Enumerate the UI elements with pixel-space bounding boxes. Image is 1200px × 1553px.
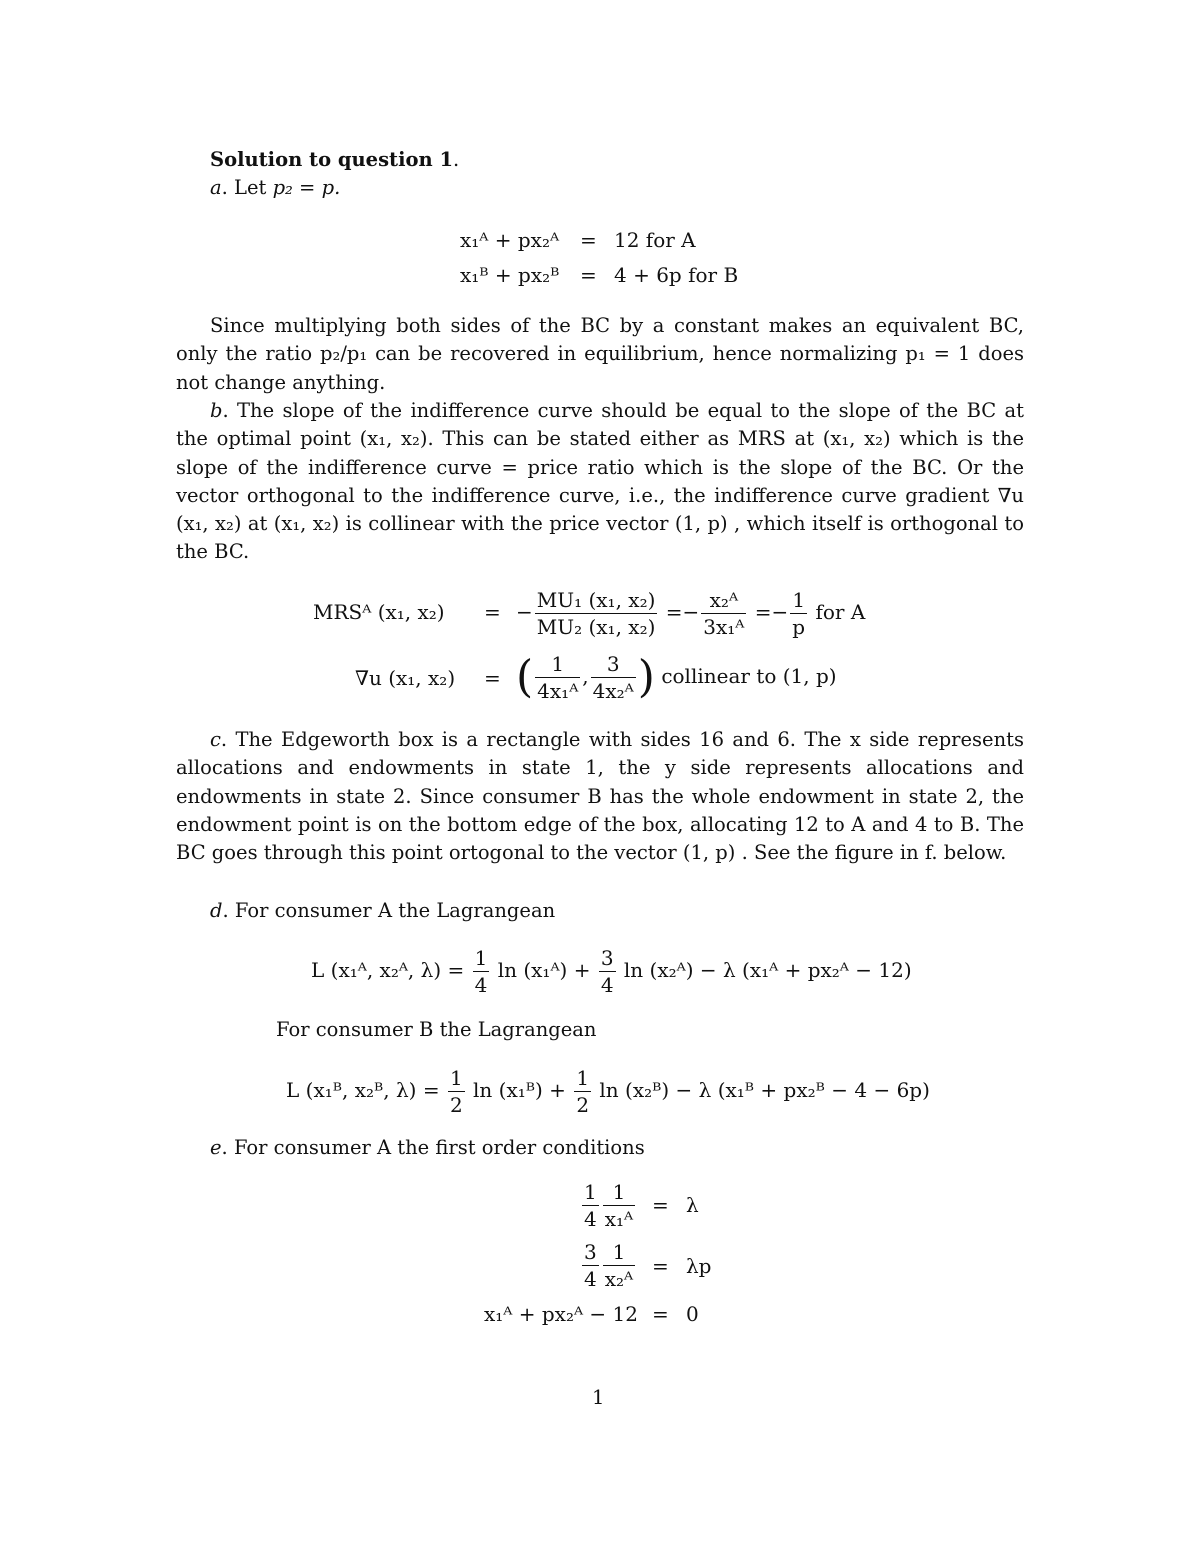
grad-frac-1-num: 1 — [535, 651, 580, 678]
lag-a-coef-2-den: 4 — [600, 973, 614, 997]
bc-b-equals: = — [580, 263, 597, 287]
para-since-text: Since multiplying both sides of the BC by a constant makes an equivalent BC, only the ratio p₂/p₁ can be recovered in equilibrium, hence normalizing p₁ = 1 does not change anything. — [176, 314, 1024, 394]
part-b-text: . The slope of the indifference curve should be equal to the slope of the BC at the optimal point (x₁, x₂). This can be stated either as MRS at (x₁, x₂) which is the slope of the indifference curve = price ratio which is the slope of the BC. Or the vector orthogonal to the indifference curve, i.e., the indifference curve gradient ∇u (x₁, x₂) at (x₁, x₂) is collinear with the price vector (1, p) , which itself is orthogonal to the BC. — [176, 399, 1024, 564]
para-since — [176, 312, 1024, 397]
mrs-rhs — [516, 584, 865, 640]
part-a-label: a — [210, 176, 222, 199]
mrs-equals: = — [484, 600, 501, 624]
lag-a-coef-1-den: 4 — [474, 973, 488, 997]
lag-b-coef-2 — [574, 1065, 591, 1118]
para-consumer-b: For consumer B the Lagrangean — [276, 1018, 597, 1041]
grad-frac-2-den: 4x₂ᴬ — [592, 679, 634, 703]
bc-a-rhs: 12 for A — [614, 228, 696, 252]
part-c-text: . The Edgeworth box is a rectangle with sides 16 and 6. The x side represents allocations and endowments in state 1, the y side represents allocations and endowments in state 2. Since consumer B has the whole endowment in state 2, the endowment point is on the bottom edge of the box, allocating 12 to A and 4 to B. The BC goes through this point ortogonal to the vector (1, p) . See the figure in f. below. — [176, 728, 1024, 865]
grad-frac-2-num: 3 — [591, 651, 636, 678]
mrs-tail: for A — [815, 600, 866, 624]
mrs-frac-p — [790, 587, 807, 640]
foc-2-a-den: 4 — [584, 1267, 597, 1291]
lag-b-lhs: L (x₁ᴮ, x₂ᴮ, λ) = — [286, 1078, 440, 1102]
heading-tail: . — [453, 148, 460, 171]
part-d-label: d — [210, 899, 223, 922]
para-part-c — [176, 726, 1024, 867]
heading — [210, 146, 459, 174]
part-c-label: c — [210, 728, 221, 751]
lagrangean-a — [311, 942, 912, 998]
para-part-b — [176, 397, 1024, 567]
mrs-equals-3: = — [754, 600, 772, 624]
foc-1-a-den: 4 — [584, 1207, 597, 1231]
foc-1-b-den: x₁ᴬ — [604, 1207, 634, 1231]
foc-row-1-lhs — [580, 1176, 637, 1232]
mrs-frac-x — [701, 587, 746, 640]
mrs-frac-p-num: 1 — [790, 587, 807, 614]
foc-2-b-num: 1 — [603, 1239, 635, 1266]
foc-row-2-lhs — [580, 1236, 637, 1292]
grad-lhs: ∇u (x₁, x₂) — [355, 666, 456, 690]
bc-b-rhs: 4 + 6p for B — [614, 263, 739, 287]
heading-bold: Solution to question 1 — [210, 148, 454, 171]
lag-b-coef-1-num: 1 — [449, 1066, 463, 1090]
lag-b-coef-2-num: 1 — [576, 1066, 590, 1090]
foc-2-frac-a — [582, 1239, 599, 1292]
mrs-minus-3: − — [771, 600, 789, 624]
mrs-minus-2: − — [682, 600, 700, 624]
grad-frac-1 — [535, 651, 580, 704]
grad-frac-2 — [591, 651, 636, 704]
part-a-intro: . Let — [221, 176, 273, 199]
mrs-frac-mu — [535, 587, 658, 640]
page-number: 1 — [592, 1386, 605, 1409]
foc-1-frac-a — [582, 1179, 599, 1232]
part-e-label: e — [210, 1136, 222, 1159]
lag-a-term-2: ln (x₂ᴬ) − λ (x₁ᴬ + px₂ᴬ − 12) — [623, 958, 912, 982]
mrs-minus-1: − — [516, 600, 533, 624]
foc-row-2-rhs: λp — [686, 1254, 712, 1278]
part-e-text: . For consumer A the first order conditions — [221, 1136, 645, 1159]
grad-equals: = — [484, 666, 501, 690]
foc-1-frac-b — [603, 1179, 635, 1232]
grad-frac-1-den: 4x₁ᴬ — [537, 679, 579, 703]
foc-1-b-num: 1 — [603, 1179, 635, 1206]
mrs-equals-2: = — [665, 600, 683, 624]
lag-b-term-2: ln (x₂ᴮ) − λ (x₁ᴮ + px₂ᴮ − 4 − 6p) — [599, 1078, 930, 1102]
bc-a-equals: = — [580, 228, 597, 252]
bc-b-lhs: x₁ᴮ + px₂ᴮ — [460, 263, 560, 287]
foc-2-b-den: x₂ᴬ — [604, 1267, 634, 1291]
foc-1-a-num: 1 — [584, 1180, 597, 1204]
foc-row-3-rhs: 0 — [686, 1302, 699, 1326]
mrs-frac-mu-num: MU₁ (x₁, x₂) — [536, 588, 656, 612]
mrs-lhs: MRSᴬ (x₁, x₂) — [313, 600, 445, 624]
lag-b-coef-1-den: 2 — [449, 1093, 463, 1117]
part-b-label: b — [210, 399, 223, 422]
foc-row-1-rhs: λ — [686, 1193, 699, 1217]
grad-rhs: ( $\frac{1}{\text{4x₁ᴬ}}$ , $\frac{3}{\text{4x₂ᴬ}}$ ) collinear to (1, p) — [516, 651, 837, 703]
lag-b-coef-2-den: 2 — [576, 1093, 590, 1117]
part-a-line — [210, 174, 340, 202]
part-e-line — [210, 1134, 645, 1162]
lag-a-coef-2-num: 3 — [600, 946, 614, 970]
lagrangean-b — [286, 1062, 930, 1118]
lag-b-term-1: ln (x₁ᴮ) + — [473, 1078, 566, 1102]
part-d-text: . For consumer A the Lagrangean — [222, 899, 556, 922]
foc-row-3-equals: = — [652, 1302, 669, 1326]
lag-a-lhs: L (x₁ᴬ, x₂ᴬ, λ) = — [311, 958, 465, 982]
grad-tail: collinear to (1, p) — [661, 664, 837, 688]
part-a-eq: p₂ = p. — [272, 176, 341, 199]
foc-row-3-lhs: x₁ᴬ + px₂ᴬ − 12 — [484, 1302, 638, 1326]
mrs-frac-x-den: 3x₁ᴬ — [703, 615, 745, 639]
lag-b-coef-1 — [448, 1065, 465, 1118]
foc-row-2-equals: = — [652, 1254, 669, 1278]
foc-2-frac-b — [603, 1239, 635, 1292]
mrs-frac-p-den: p — [792, 615, 806, 639]
lag-a-coef-1 — [473, 945, 490, 998]
part-d-line — [210, 897, 555, 925]
mrs-frac-mu-den: MU₂ (x₁, x₂) — [536, 615, 656, 639]
foc-row-1-equals: = — [652, 1193, 669, 1217]
lag-a-coef-2 — [599, 945, 616, 998]
foc-2-a-num: 3 — [584, 1240, 597, 1264]
lag-a-term-1: ln (x₁ᴬ) + — [497, 958, 591, 982]
bc-a-lhs: x₁ᴬ + px₂ᴬ — [460, 228, 560, 252]
mrs-frac-x-num: x₂ᴬ — [701, 587, 746, 614]
lag-a-coef-1-num: 1 — [474, 946, 488, 970]
